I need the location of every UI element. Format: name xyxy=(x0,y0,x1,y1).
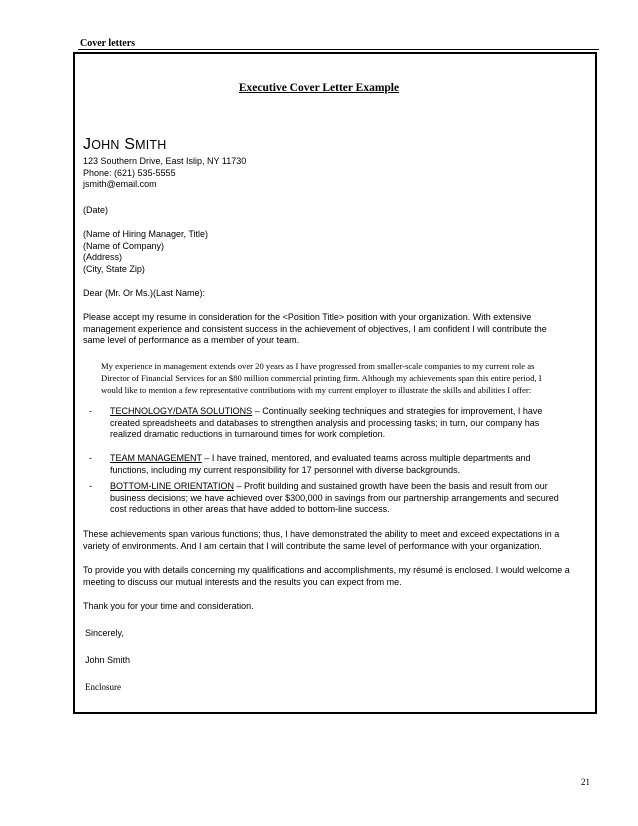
paragraph-line: To provide you with details concerning my qualifications and accomplishments, my résumé is enclosed. I would welcome a xyxy=(83,565,570,575)
paragraph-line: Director of Financial Services for an $80 million commercial printing firm. Although my achievements span this entire period, I xyxy=(101,373,542,383)
bullet-heading: BOTTOM-LINE ORIENTATION xyxy=(110,481,235,491)
bullet-heading: TECHNOLOGY/DATA SOLUTIONS xyxy=(110,406,253,416)
bullet-text: realized dramatic reductions in turnaround times for work completion. xyxy=(110,429,386,439)
thanks-line: Thank you for your time and consideration. xyxy=(83,601,254,611)
bullet-dash: - xyxy=(89,481,92,491)
bullet-text: – Profit building and sustained growth have been the basis and result from our xyxy=(234,481,548,491)
paragraph-line: same level of performance as a member of your team. xyxy=(83,335,300,345)
recipient-line: (City, State Zip) xyxy=(83,263,145,274)
salutation: Dear (Mr. Or Ms.)(Last Name): xyxy=(83,288,206,298)
recipient-line: (Name of Company) xyxy=(83,240,165,251)
header-rule xyxy=(78,49,599,50)
achievements-paragraph xyxy=(83,529,593,552)
intro-paragraph xyxy=(83,312,593,347)
paragraph-line: management experience and consistent success in the achievement of objectives, I am confident I will contribute the xyxy=(83,323,547,334)
contact-address: 123 Southern Drive, East Islip, NY 11730 xyxy=(83,156,247,166)
bullet-text: cost reductions in other areas that have added to bottom-line success. xyxy=(110,504,390,514)
closing: Sincerely, xyxy=(85,628,124,638)
bullet-dash: - xyxy=(89,453,92,463)
bullet-text: business decisions; we have achieved over $300,000 in savings from our partnership arrangements and secured xyxy=(110,492,559,503)
recipient-block xyxy=(83,229,593,275)
bullet-heading: TEAM MANAGEMENT xyxy=(110,453,202,463)
name-last-initial: S xyxy=(124,136,136,153)
paragraph-line: Please accept my resume in consideration for the <Position Title> position with your organization. With extensive xyxy=(83,312,532,322)
experience-paragraph xyxy=(101,360,593,396)
name-last-rest: MITH xyxy=(135,138,167,152)
enclosure-note: Enclosure xyxy=(85,682,121,692)
signature-name: John Smith xyxy=(85,655,131,665)
contact-phone: Phone: (621) 535-5555 xyxy=(83,167,176,178)
paragraph-line: My experience in management extends over 20 years as I have progressed from smaller-scale companies to my current role as xyxy=(101,361,535,371)
recipient-line: (Name of Hiring Manager, Title) xyxy=(83,229,209,239)
paragraph-line: These achievements span various functions; thus, I have demonstrated the ability to meet and exceed expectations in a xyxy=(83,529,560,539)
running-head: Cover letters xyxy=(80,38,136,49)
bullet-text: – I have trained, mentored, and evaluated teams across multiple departments and xyxy=(201,453,531,463)
bullet-dash: - xyxy=(89,406,92,416)
contact-block xyxy=(83,156,593,191)
contact-email: jsmith@email.com xyxy=(83,179,157,189)
document-title: Executive Cover Letter Example xyxy=(238,82,400,94)
letter-date: (Date) xyxy=(83,205,109,215)
page-number: 21 xyxy=(581,777,590,787)
paragraph-line: variety of environments. And I am certain that I will contribute the same level of performance with your organization. xyxy=(83,540,542,551)
bullet-text: – Continually seeking techniques and strategies for improvement, I have xyxy=(252,406,543,416)
details-paragraph xyxy=(83,565,593,588)
paragraph-line: meeting to discuss our mutual interests and the results you can expect from me. xyxy=(83,576,402,587)
paragraph-line: would like to mention a few representative contributions with my current employer to illustrate the skills and abilities I offer: xyxy=(101,385,532,395)
name-first-initial: J xyxy=(83,136,92,153)
name-first-rest: OHN xyxy=(91,138,120,152)
recipient-line: (Address) xyxy=(83,252,123,262)
applicant-name xyxy=(83,136,166,154)
bullet-text: created spreadsheets and databases to strengthen analysis and processing tasks; in turn, our company has xyxy=(110,417,540,428)
bullet-text: functions, including my current responsibility for 17 personnel with diverse backgrounds. xyxy=(110,464,461,475)
